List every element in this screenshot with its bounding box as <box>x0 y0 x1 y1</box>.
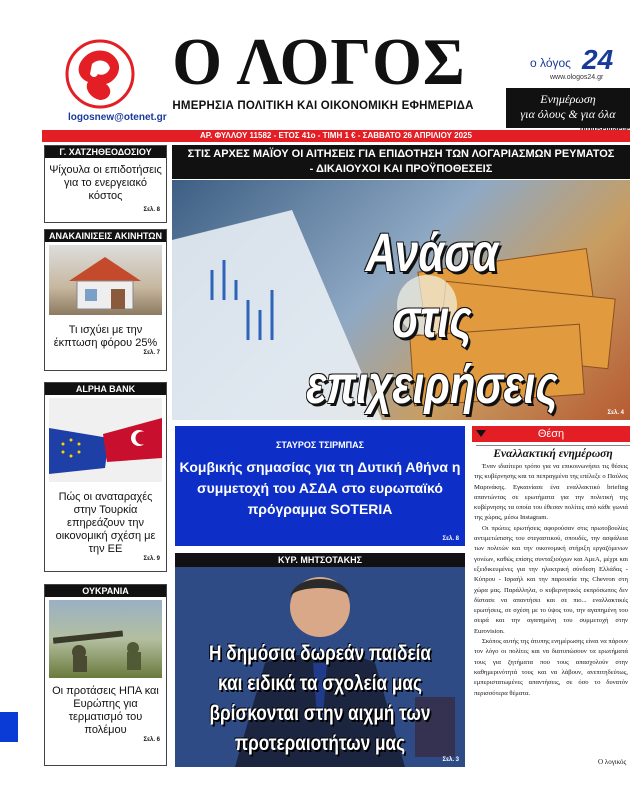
sidebar-box-head: ΟΥΚΡΑΝΙΑ <box>45 585 166 597</box>
mitsotakis-story[interactable] <box>175 567 465 767</box>
ologos24-logo-number: 24 <box>582 44 614 75</box>
sidebar-box-head: ΑΝΑΚΑΙΝΙΣΕΙΣ ΑΚΙΝΗΤΩΝ <box>45 230 166 242</box>
sidebar-box-text: Οι προτάσεις ΗΠΑ και Ευρώπης για τερματισμό του πολέμου <box>52 685 159 736</box>
ologos24-url: www.ologos24.gr <box>550 74 604 81</box>
sidebar-box-head: Γ. ΧΑΤΖΗΘΕΟΔΟΣΙΟΥ <box>45 146 166 158</box>
masthead-subtitle: ΗΜΕΡΗΣΙΑ ΠΟΛΙΤΙΚΗ ΚΑΙ ΟΙΚΟΝΟΜΙΚΗ ΕΦΗΜΕΡΙΔΑ <box>172 100 474 112</box>
ologos24-logo-text: ο λόγος <box>530 56 571 70</box>
triangle-icon <box>476 430 486 437</box>
sidebar-box-text: Τι ισχύει με την έκπτωση φόρου 25% <box>53 324 158 349</box>
lead-kicker-2: - ΔΙΚΑΙΟΥΧΟΙ ΚΑΙ ΠΡΟΫΠΟΘΕΣΕΙΣ <box>309 163 493 175</box>
ukraine-soldiers-image <box>49 600 162 678</box>
contact-email: logosnew@otenet.gr <box>68 112 167 123</box>
sidebar-box-renovation[interactable] <box>44 229 167 371</box>
side-color-marker <box>0 712 18 742</box>
sidebar-box-energy[interactable] <box>44 145 167 223</box>
lead-title <box>276 220 588 418</box>
mitsotakis-page-ref: Σελ. 3 <box>442 757 459 763</box>
sidebar-box-text: Πώς οι αναταραχές στην Τουρκία επηρεάζουν την οικονομική σχέση με την ΕΕ <box>55 491 156 555</box>
soteria-kicker: ΣΤΑΥΡΟΣ ΤΣΙΡΜΠΑΣ <box>275 440 365 450</box>
newspaper-logo-emblem <box>62 38 138 110</box>
thesi-headline: Εναλλακτική ενημέρωση <box>476 445 630 460</box>
sidebar-box-head: ALPHA BANK <box>45 383 166 395</box>
thesi-article-body <box>474 462 628 770</box>
thesi-label: Θέση <box>537 428 565 440</box>
lead-title-line-2: στις επιχειρήσεις <box>306 289 558 415</box>
masthead-title: Ο ΛΟΓΟΣ <box>172 24 466 99</box>
sidebar-box-ref: Σελ. 8 <box>143 207 160 213</box>
eu-turkey-handshake-image <box>49 398 162 482</box>
issue-info-bar: ΑΡ. ΦΥΛΛΟΥ 11582 - ΕΤΟΣ 41ο - ΤΙΜΗ 1 € - ΣΑΒΒΑΤΟ 26 ΑΠΡΙΛΙΟΥ 2025 <box>42 130 630 142</box>
slogan-box <box>506 88 630 128</box>
slogan-line-2: για όλους & για όλα <box>520 107 616 121</box>
sidebar-box-ref: Σελ. 7 <box>143 350 160 356</box>
mitsotakis-kicker: ΚΥΡ. ΜΗΤΣΟΤΑΚΗΣ <box>175 553 465 567</box>
soteria-title: Κομβικής σημασίας για τη Δυτική Αθήνα η συμμετοχή του ΑΣΔΑ στο ευρωπαϊκό πρόγραμμα SOTERIA <box>179 459 461 517</box>
sidebar-box-ref: Σελ. 9 <box>143 556 160 562</box>
thesi-paragraph: Οι πρώτες ερωτήσεις αφορούσαν στις πρωτοβουλίες αντιμετώπισης του στεγαστικού, σπουδές, την ασφάλεια των πολιτών και την οικονομική στήριξη εργαζόμενων γονέων, καθώς επίσης συνταξιούχων και ΑμεΑ, μέχρι και εξειδικευμένες για την ηλεκτρική σύνδεση Ελλάδας - Κύπρου - Ισραήλ και την παρουσία της Chevron στη χώρα μας. Παράλληλα, ο κυβερνητικός εκπρόσωπος δεν δίστασε να απαντήσει και σε πιο... εναλλακτικές ερωτήσεις, σε σχέση με το ύψος του, την αγαπημένη του σειρά και την αγαπημένη του συμμετοχή στην Eurovision. <box>474 524 628 635</box>
thesi-paragraph: Σκόπος αυτής της άτυπης ενημέρωσης είναι να πάρουν τον λόγο οι πολίτες και να διατυπώσουν τα ερωτήματά τους για ζητήματα που τους απασχολούν στην καθημερινότητά τους και να λάβουν, ανεπιτηδεύτως, εμπεριστατωμένες απαντήσεις, σε όσο το δυνατόν περισσότερα θέματα. <box>474 638 628 697</box>
lead-hero-image[interactable] <box>172 180 630 420</box>
sidebar-box-alpha-bank[interactable] <box>44 382 167 572</box>
house-renovation-image <box>49 245 162 315</box>
thesi-paragraph: Έναν ιδιαίτερο τρόπο για να επικοινωνήσει τις θέσεις της κυβέρνησης και τα πεπραγμένα της επέλεξε ο Παύλος Μαρινάκης. Εγκαινίασε ένα εναλλακτικό briefing απαντώντας σε ερωτήματα για την πολιτική της κυβέρνησης τα οποία του έθεσαν πολίτες από κάθε γωνιά της χώρας, μέσω Instagram. <box>474 463 628 522</box>
sidebar-box-ukraine[interactable] <box>44 584 167 766</box>
ologos24-logo <box>528 44 618 86</box>
sidebar-box-ref: Σελ. 6 <box>143 737 160 743</box>
soteria-page-ref: Σελ. 8 <box>442 536 459 542</box>
mitsotakis-title: Η δημόσια δωρεάν παιδεία και ειδικά τα σχολεία μας βρίσκονται στην αιχμή των προτεραιοτήτων μας <box>208 642 431 755</box>
lead-kicker-bar[interactable] <box>172 145 630 179</box>
thesi-tab <box>472 426 630 442</box>
slogan-line-1: Ενημέρωση <box>540 92 596 106</box>
thesi-continuation: Ο λογικός <box>598 758 627 766</box>
sidebar-box-text: Ψίχουλα οι επιδοτήσεις για το ενεργειακό κόστος <box>49 164 162 202</box>
lead-kicker: ΣΤΙΣ ΑΡΧΕΣ ΜΑΪΟΥ ΟΙ ΑΙΤΗΣΕΙΣ ΓΙΑ ΕΠΙΔΟΤΗΣΗ ΤΩΝ ΛΟΓΑΡΙΑΣΜΩΝ ΡΕΥΜΑΤΟΣ <box>187 148 615 160</box>
lead-title-line-1: Ανάσα <box>365 223 499 283</box>
soteria-story[interactable] <box>175 426 465 546</box>
lead-page-ref: Σελ. 4 <box>607 410 624 416</box>
